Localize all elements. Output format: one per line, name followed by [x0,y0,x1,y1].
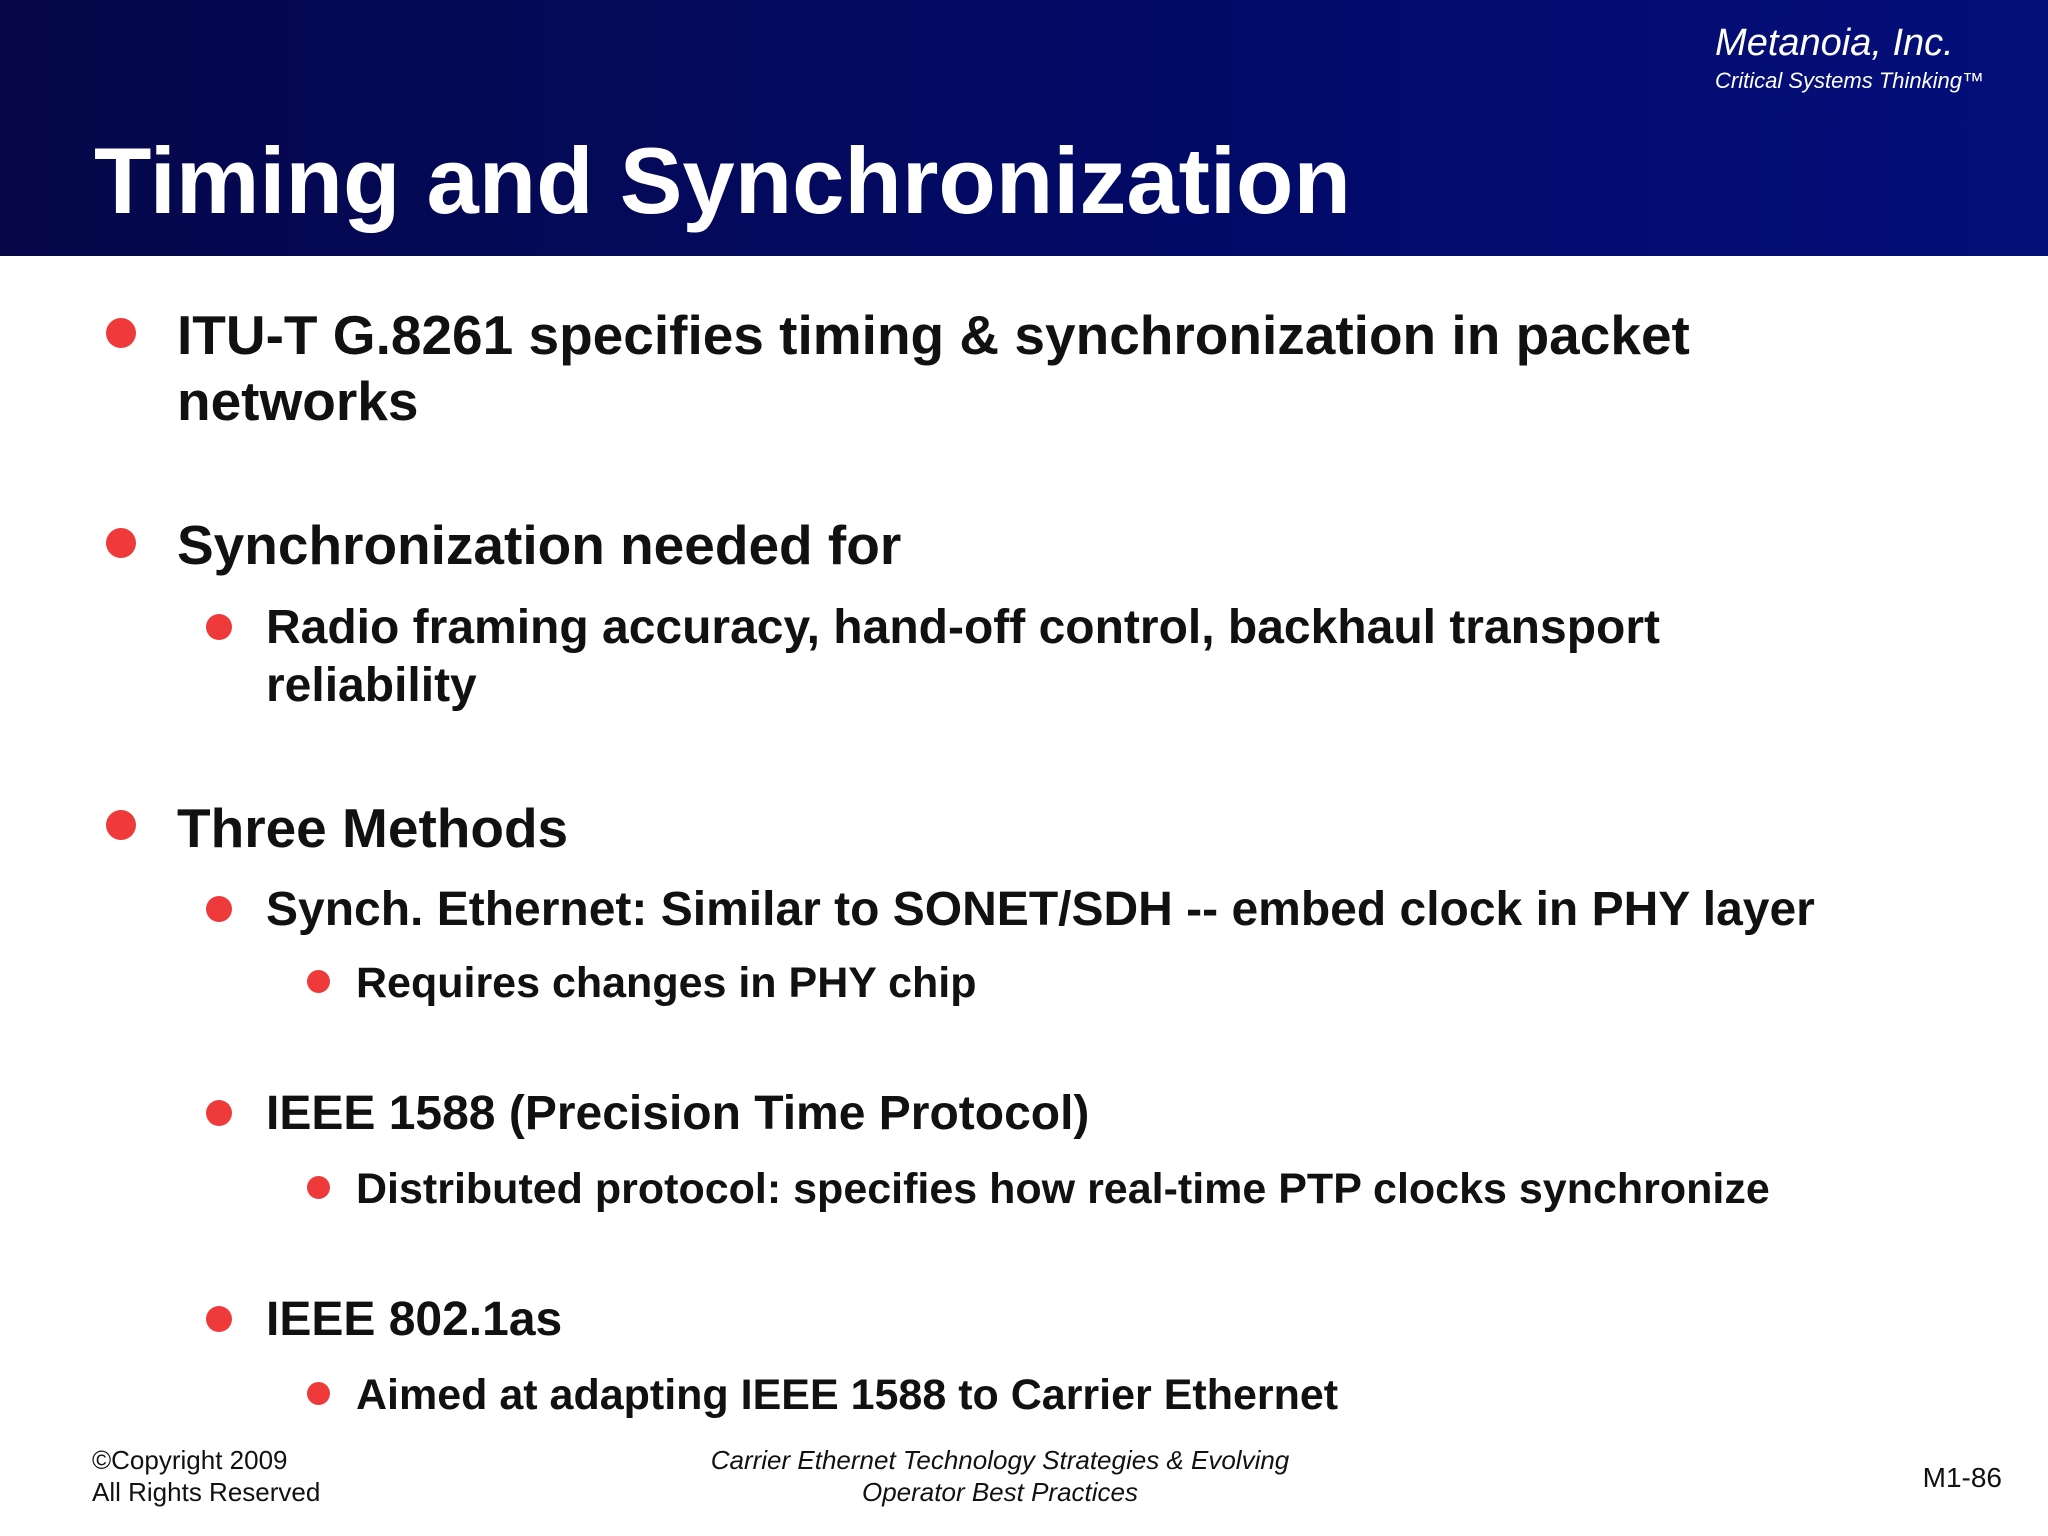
copyright-notice [92,1444,320,1508]
bullet-item: Three Methods [177,797,569,859]
bullet-icon [106,318,136,348]
course-title [600,1444,1400,1508]
rights-line: All Rights Reserved [92,1477,321,1507]
company-name: Metanoia, Inc. [1715,22,1954,64]
bullet-item: Synch. Ethernet: Similar to SONET/SDH -- embed clock in PHY layer [266,883,1815,936]
slide-title: Timing and Synchronization [94,128,1351,233]
copyright-line: ©Copyright 2009 [92,1445,288,1475]
bullet-icon [206,1306,232,1332]
bullet-item: IEEE 1588 (Precision Time Protocol) [266,1087,1090,1140]
bullet-icon [307,970,330,993]
bullet-item: IEEE 802.1as [266,1293,563,1346]
slide-number: M1-86 [1922,1462,2002,1493]
bullet-icon [206,1100,232,1126]
bullet-item: Radio framing accuracy, hand-off control, backhaul transport reliability [266,601,1660,712]
bullet-item: Requires changes in PHY chip [356,959,977,1007]
bullet-icon [106,810,136,840]
bullet-icon [206,614,232,640]
bullet-item: Distributed protocol: specifies how real-time PTP clocks synchronize [356,1165,1770,1213]
course-title-line2: Operator Best Practices [862,1477,1138,1507]
bullet-item: Aimed at adapting IEEE 1588 to Carrier Ethernet [356,1371,1339,1419]
company-tagline: Critical Systems Thinking™ [1715,68,1984,93]
bullet-icon [307,1382,330,1405]
bullet-icon [307,1176,330,1199]
bullet-item: Synchronization needed for [177,514,902,576]
course-title-line1: Carrier Ethernet Technology Strategies & Evolving [710,1445,1290,1475]
bullet-item: ITU-T G.8261 specifies timing & synchronization in packet networks [177,304,1690,432]
bullet-icon [106,528,136,558]
bullet-icon [206,896,232,922]
